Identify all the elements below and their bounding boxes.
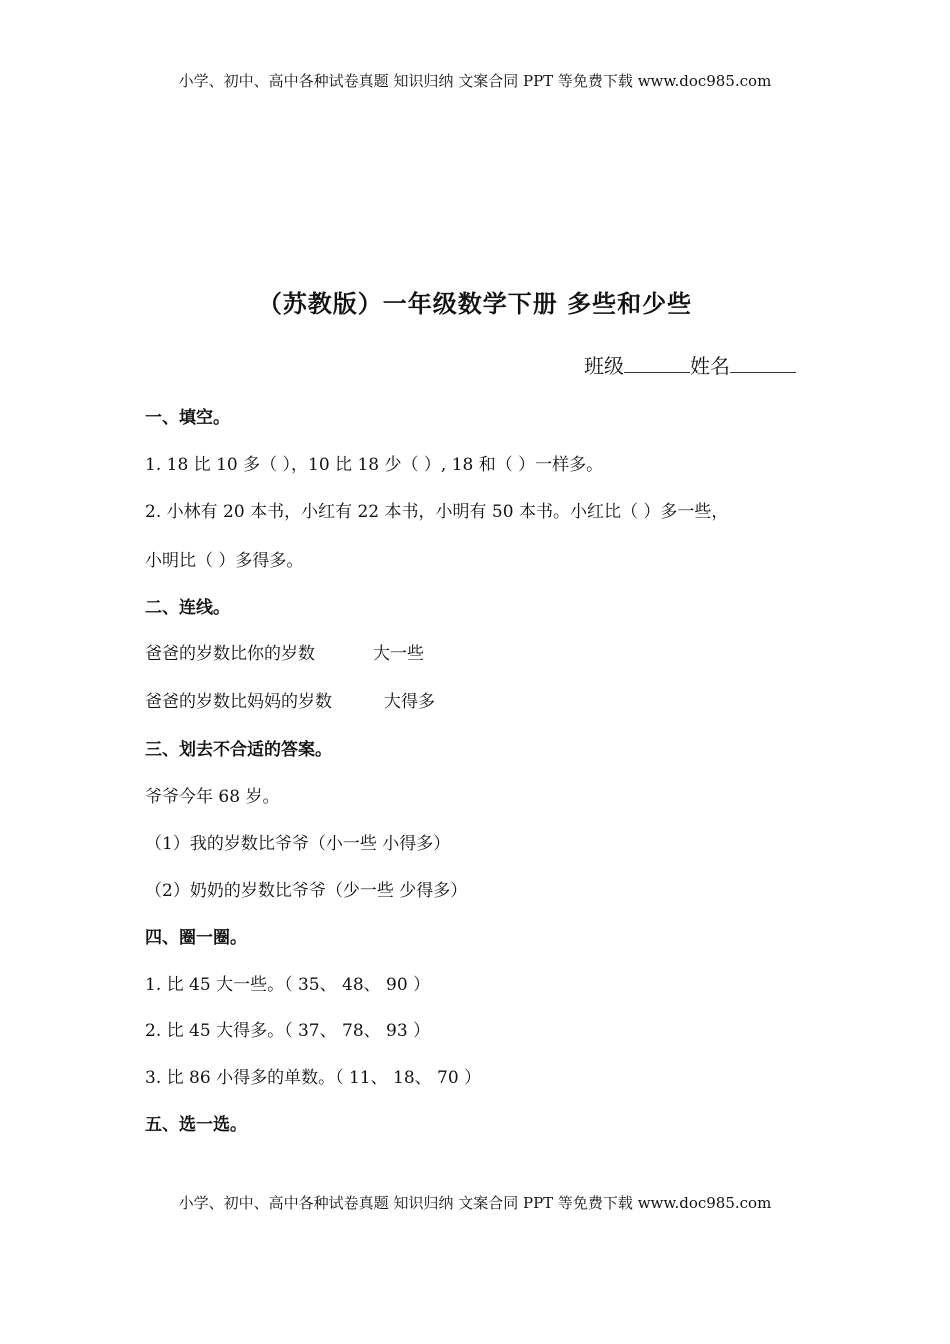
section-2-heading: 二、连线。 (145, 598, 230, 618)
class-blank (624, 354, 690, 373)
s1-question-2-line-1: 2. 小林有 20 本书，小红有 22 本书，小明有 50 本书。小红比（ ）多一些， (145, 502, 729, 522)
s4-question-1: 1. 比 45 大一些。（ 35、 48、 90 ） (145, 975, 431, 995)
s2-right-item-1: 大一些 (373, 644, 424, 664)
section-5-heading: 五、选一选。 (145, 1115, 247, 1135)
name-blank (730, 354, 796, 373)
section-4-heading: 四、圈一圈。 (145, 928, 247, 948)
s4-question-3: 3. 比 86 小得多的单数。（ 11、 18、 70 ） (145, 1068, 482, 1088)
s3-question-1: （1）我的岁数比爷爷（小一些 小得多） (145, 834, 451, 854)
s4-question-2: 2. 比 45 大得多。（ 37、 78、 93 ） (145, 1021, 431, 1041)
section-3-heading: 三、划去不合适的答案。 (145, 740, 332, 760)
s2-left-item-1: 爸爸的岁数比你的岁数 (145, 644, 315, 664)
s3-intro: 爷爷今年 68 岁。 (145, 787, 280, 807)
page-footer: 小学、初中、高中各种试卷真题 知识归纳 文案合同 PPT 等免费下载 www.doc985.com (178, 1194, 772, 1212)
s1-question-2-line-2: 小明比（ ）多得多。 (145, 551, 304, 571)
s2-right-item-2: 大得多 (384, 692, 435, 712)
student-info-fields (584, 350, 796, 379)
page-title: （苏教版）一年级数学下册 多些和少些 (257, 290, 693, 318)
class-label: 班级 (584, 354, 624, 378)
name-label: 姓名 (690, 354, 730, 378)
section-1-heading: 一、填空。 (145, 408, 230, 428)
s2-left-item-2: 爸爸的岁数比妈妈的岁数 (145, 692, 332, 712)
s3-question-2: （2）奶奶的岁数比爷爷（少一些 少得多） (145, 881, 468, 901)
page-header: 小学、初中、高中各种试卷真题 知识归纳 文案合同 PPT 等免费下载 www.doc985.com (178, 72, 772, 90)
s1-question-1: 1. 18 比 10 多（ ），10 比 18 少（ ）, 18 和（ ）一样多。 (145, 455, 604, 475)
